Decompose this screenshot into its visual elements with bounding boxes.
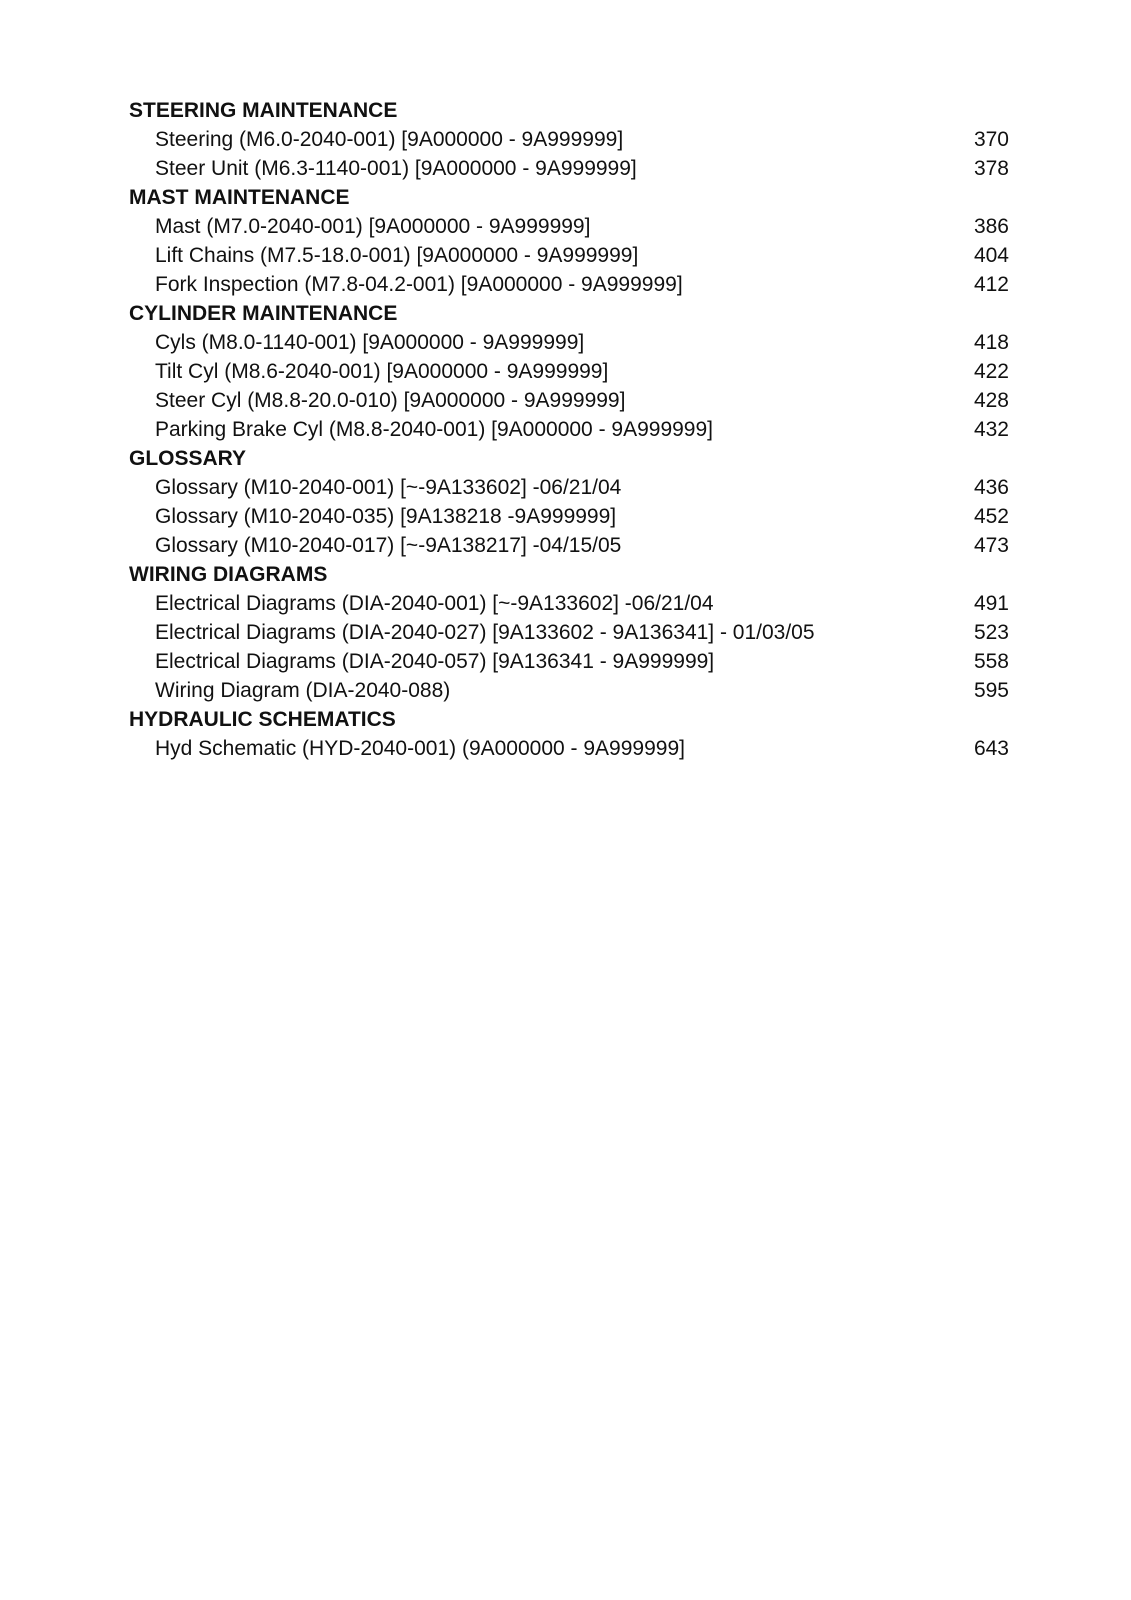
- toc-entry[interactable]: [129, 734, 1009, 763]
- table-of-contents: [129, 96, 1009, 763]
- toc-entry[interactable]: [129, 125, 1009, 154]
- entry-title: Steering (M6.0-2040-001) [9A000000 - 9A999999]: [155, 128, 624, 151]
- toc-entry[interactable]: [129, 270, 1009, 299]
- entry-title: Electrical Diagrams (DIA-2040-001) [~-9A133602] -06/21/04: [155, 592, 714, 615]
- entry-title: Mast (M7.0-2040-001) [9A000000 - 9A999999]: [155, 215, 591, 238]
- toc-entry[interactable]: [129, 212, 1009, 241]
- entry-page-number: 558: [973, 650, 1009, 673]
- entry-page-number: 418: [973, 331, 1009, 354]
- entry-title: Fork Inspection (M7.8-04.2-001) [9A000000 - 9A999999]: [155, 273, 683, 296]
- toc-entry[interactable]: [129, 357, 1009, 386]
- entry-page-number: 452: [973, 505, 1009, 528]
- entry-title: Electrical Diagrams (DIA-2040-027) [9A133602 - 9A136341] - 01/03/05: [155, 621, 815, 644]
- entry-title: Steer Unit (M6.3-1140-001) [9A000000 - 9A999999]: [155, 157, 637, 180]
- entry-title: Glossary (M10-2040-017) [~-9A138217] -04/15/05: [155, 534, 622, 557]
- section-title: STEERING MAINTENANCE: [129, 99, 398, 122]
- entry-page-number: 491: [973, 592, 1009, 615]
- entry-page-number: 523: [973, 621, 1009, 644]
- entry-page-number: 370: [973, 128, 1009, 151]
- toc-entry[interactable]: [129, 531, 1009, 560]
- entry-title: Tilt Cyl (M8.6-2040-001) [9A000000 - 9A999999]: [155, 360, 609, 383]
- toc-entry[interactable]: [129, 473, 1009, 502]
- entry-page-number: 473: [973, 534, 1009, 557]
- entry-title: Hyd Schematic (HYD-2040-001) (9A000000 - 9A999999]: [155, 737, 685, 760]
- toc-entry[interactable]: [129, 647, 1009, 676]
- section-title: WIRING DIAGRAMS: [129, 563, 328, 586]
- entry-page-number: 378: [973, 157, 1009, 180]
- entry-page-number: 412: [973, 273, 1009, 296]
- toc-entry[interactable]: [129, 676, 1009, 705]
- entry-title: Parking Brake Cyl (M8.8-2040-001) [9A000000 - 9A999999]: [155, 418, 713, 441]
- toc-entry[interactable]: [129, 241, 1009, 270]
- entry-title: Wiring Diagram (DIA-2040-088): [155, 679, 451, 702]
- entry-page-number: 386: [973, 215, 1009, 238]
- toc-entry[interactable]: [129, 589, 1009, 618]
- toc-entry[interactable]: [129, 328, 1009, 357]
- entry-page-number: 595: [973, 679, 1009, 702]
- toc-entry[interactable]: [129, 154, 1009, 183]
- toc-entry[interactable]: [129, 502, 1009, 531]
- entry-title: Glossary (M10-2040-001) [~-9A133602] -06/21/04: [155, 476, 622, 499]
- entry-page-number: 432: [973, 418, 1009, 441]
- toc-entry[interactable]: [129, 386, 1009, 415]
- toc-entry[interactable]: [129, 618, 1009, 647]
- section-title: CYLINDER MAINTENANCE: [129, 302, 398, 325]
- entry-title: Electrical Diagrams (DIA-2040-057) [9A136341 - 9A999999]: [155, 650, 715, 673]
- entry-page-number: 643: [973, 737, 1009, 760]
- entry-title: Cyls (M8.0-1140-001) [9A000000 - 9A999999]: [155, 331, 585, 354]
- section-title: GLOSSARY: [129, 447, 247, 470]
- section-title: HYDRAULIC SCHEMATICS: [129, 708, 396, 731]
- entry-page-number: 404: [973, 244, 1009, 267]
- entry-page-number: 422: [973, 360, 1009, 383]
- entry-page-number: 428: [973, 389, 1009, 412]
- entry-title: Steer Cyl (M8.8-20.0-010) [9A000000 - 9A999999]: [155, 389, 626, 412]
- toc-entry[interactable]: [129, 415, 1009, 444]
- section-title: MAST MAINTENANCE: [129, 186, 350, 209]
- entry-page-number: 436: [973, 476, 1009, 499]
- entry-title: Glossary (M10-2040-035) [9A138218 -9A999999]: [155, 505, 617, 528]
- entry-title: Lift Chains (M7.5-18.0-001) [9A000000 - 9A999999]: [155, 244, 639, 267]
